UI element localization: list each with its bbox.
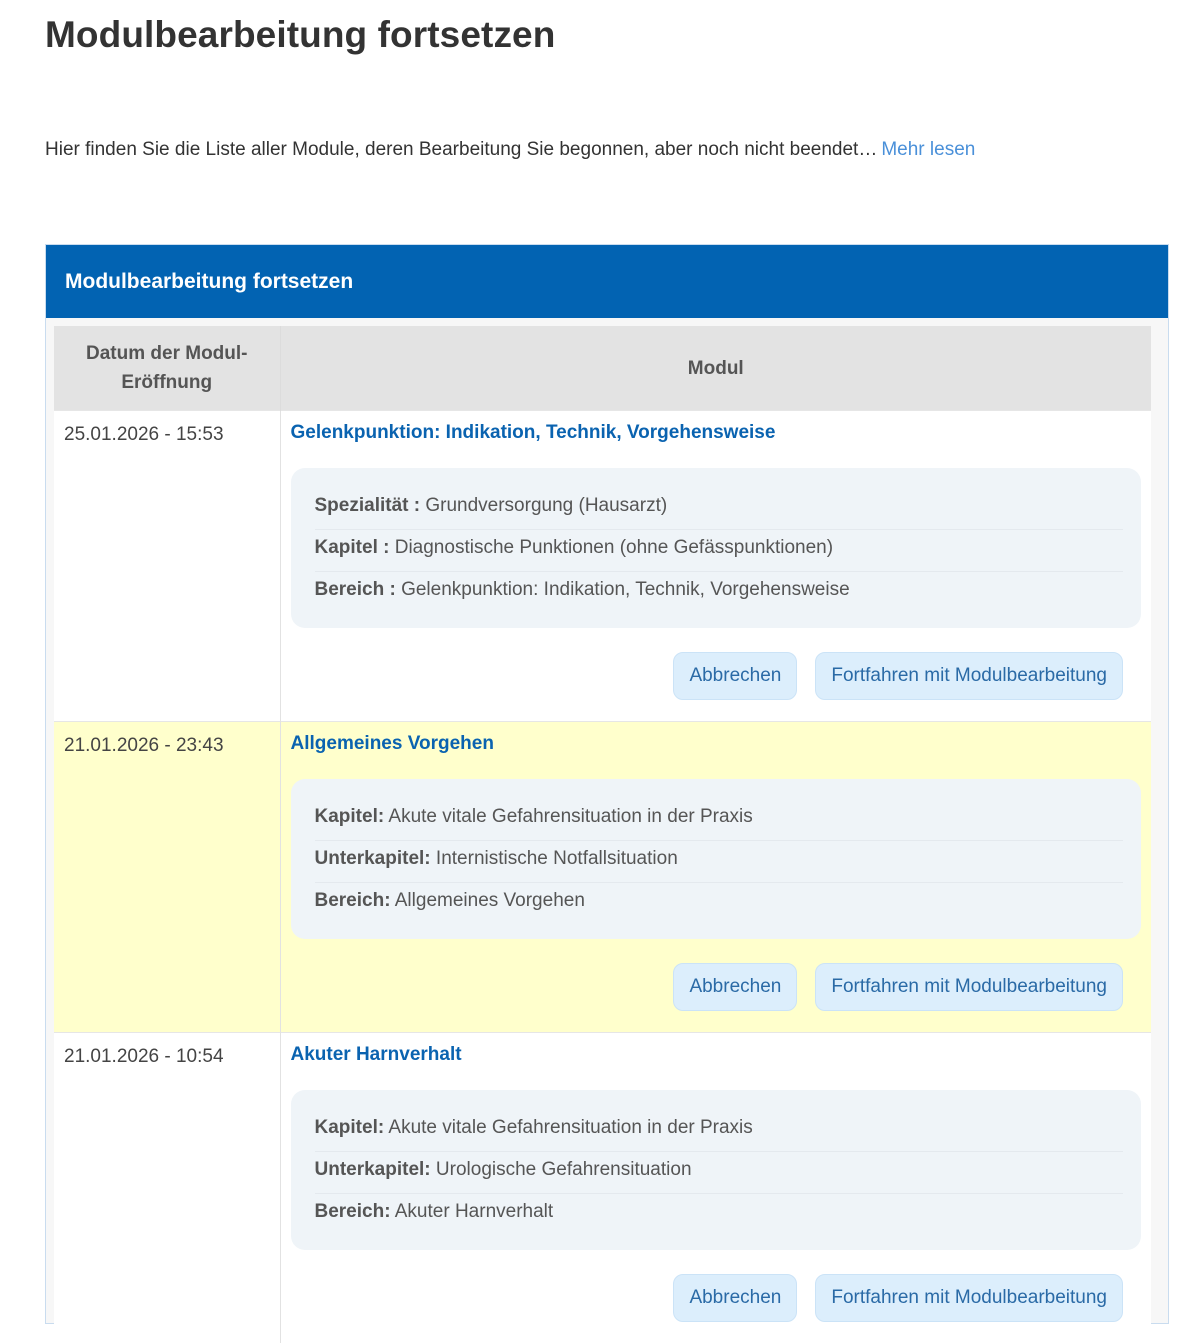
info-row-unterkapitel: Unterkapitel: Urologische Gefahrensituation — [315, 1152, 1124, 1194]
continue-module-button[interactable]: Fortfahren mit Modulbearbeitung — [815, 652, 1123, 700]
cancel-button[interactable]: Abbrechen — [673, 963, 797, 1011]
module-info-box — [291, 779, 1142, 939]
modules-table — [54, 326, 1151, 1343]
page-title: Modulbearbeitung fortsetzen — [45, 14, 555, 56]
continue-module-button[interactable]: Fortfahren mit Modulbearbeitung — [815, 1274, 1123, 1322]
info-row-bereich: Bereich : Gelenkpunktion: Indikation, Technik, Vorgehensweise — [315, 572, 1124, 608]
intro-description: Hier finden Sie die Liste aller Module, deren Bearbeitung Sie begonnen, aber noch nicht beendet… — [45, 139, 877, 160]
table-row — [54, 1033, 1151, 1343]
column-header-module: Modul — [280, 326, 1151, 411]
date-cell: 25.01.2026 - 15:53 — [54, 411, 280, 722]
date-cell: 21.01.2026 - 23:43 — [54, 722, 280, 1033]
table-row-highlighted — [54, 722, 1151, 1033]
column-header-date: Datum der Modul-Eröffnung — [54, 326, 280, 411]
module-info-box — [291, 1090, 1142, 1250]
intro-text — [45, 139, 975, 161]
info-row-bereich: Bereich: Akuter Harnverhalt — [315, 1194, 1124, 1230]
module-info-box — [291, 468, 1142, 628]
module-title-link[interactable]: Allgemeines Vorgehen — [291, 733, 494, 755]
table-header-row — [54, 326, 1151, 411]
module-title-link[interactable]: Akuter Harnverhalt — [291, 1044, 462, 1066]
module-cell — [280, 722, 1151, 1033]
module-cell — [280, 1033, 1151, 1343]
row-actions — [291, 1274, 1142, 1322]
read-more-link[interactable]: Mehr lesen — [881, 139, 975, 160]
continue-module-button[interactable]: Fortfahren mit Modulbearbeitung — [815, 963, 1123, 1011]
info-row-spezialitaet: Spezialität : Grundversorgung (Hausarzt) — [315, 488, 1124, 530]
row-actions — [291, 963, 1142, 1011]
table-row — [54, 411, 1151, 722]
info-row-unterkapitel: Unterkapitel: Internistische Notfallsituation — [315, 841, 1124, 883]
module-cell — [280, 411, 1151, 722]
panel-header: Modulbearbeitung fortsetzen — [46, 245, 1168, 318]
info-row-kapitel: Kapitel: Akute vitale Gefahrensituation in der Praxis — [315, 799, 1124, 841]
cancel-button[interactable]: Abbrechen — [673, 652, 797, 700]
info-row-bereich: Bereich: Allgemeines Vorgehen — [315, 883, 1124, 919]
row-actions — [291, 652, 1142, 700]
info-row-kapitel: Kapitel: Akute vitale Gefahrensituation in der Praxis — [315, 1110, 1124, 1152]
cancel-button[interactable]: Abbrechen — [673, 1274, 797, 1322]
info-row-kapitel: Kapitel : Diagnostische Punktionen (ohne Gefässpunktionen) — [315, 530, 1124, 572]
modules-panel — [45, 244, 1169, 1324]
date-cell: 21.01.2026 - 10:54 — [54, 1033, 280, 1343]
module-title-link[interactable]: Gelenkpunktion: Indikation, Technik, Vorgehensweise — [291, 422, 776, 444]
